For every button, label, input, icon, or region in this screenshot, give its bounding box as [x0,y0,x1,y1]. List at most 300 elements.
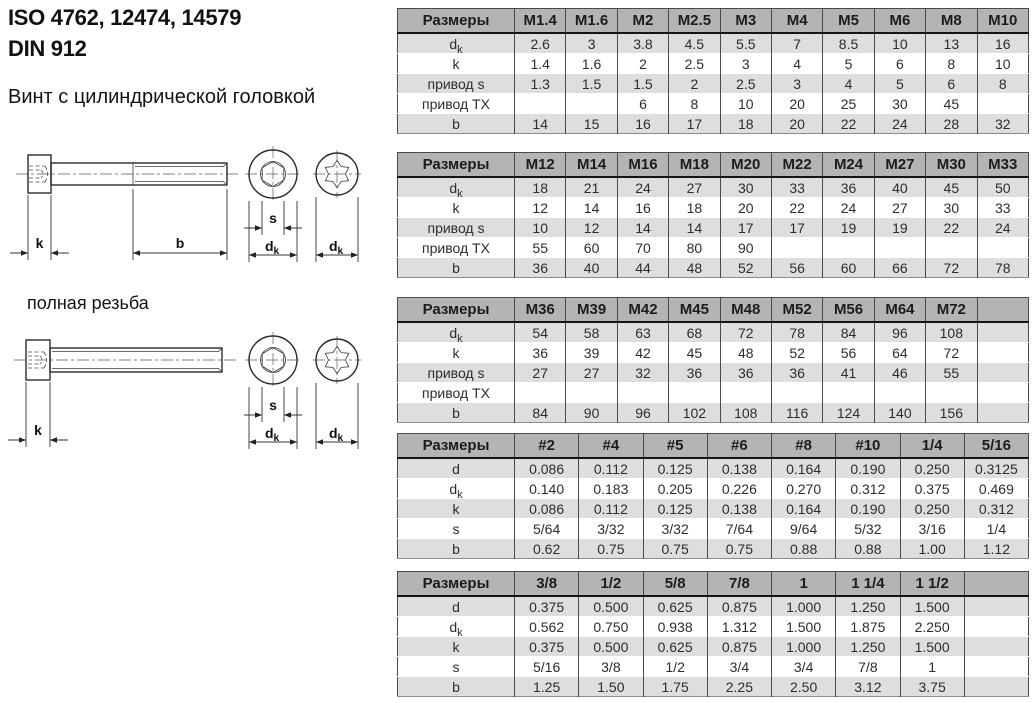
value-cell: 5 [874,74,925,94]
value-cell: 72 [720,322,771,343]
hex-socket-end-view [245,332,301,388]
value-cell: 7 [771,33,822,54]
value-cell: 68 [669,322,720,343]
row-label: s [398,657,515,677]
value-cell: 20 [720,198,771,218]
value-cell: 30 [874,94,925,114]
value-cell: 1.250 [836,596,900,617]
value-cell: 14 [566,198,617,218]
value-cell: 1.000 [772,637,836,657]
value-cell: 27 [566,363,617,383]
column-header: M45 [669,298,720,323]
value-cell: 4 [771,54,822,74]
value-cell: 56 [771,258,822,278]
value-cell [964,596,1028,617]
value-cell: 36 [515,343,566,363]
row-label: k [398,637,515,657]
value-cell: 1.875 [836,617,900,637]
value-cell: 90 [720,238,771,258]
value-cell: 30 [926,198,977,218]
row-label: d [398,596,515,617]
row-label-main: d [449,179,458,196]
value-cell: 1/4 [964,519,1028,539]
value-cell: 2.5 [720,74,771,94]
value-cell: 3/16 [900,519,964,539]
column-header: M27 [874,153,925,178]
row-label: привод s [398,218,515,238]
value-cell: 3/4 [772,657,836,677]
value-cell: 17 [720,218,771,238]
value-cell: 2.50 [772,677,836,697]
column-header: #6 [707,434,771,459]
dimension-s [244,201,302,235]
table-corner-label: Размеры [398,9,515,34]
value-cell: 20 [771,114,822,134]
value-cell: 1.75 [643,677,707,697]
value-cell: 140 [874,403,925,423]
value-cell: 3.8 [617,33,668,54]
column-header: M36 [515,298,566,323]
value-cell: 1.500 [900,596,964,617]
value-cell: 44 [617,258,668,278]
value-cell: 45 [926,94,977,114]
table-corner-label: Размеры [398,572,515,597]
dimension-b [133,189,227,260]
value-cell: 13 [926,33,977,54]
table-row [398,617,1029,637]
value-cell: 78 [771,322,822,343]
row-label-subscript: k [457,43,463,54]
value-cell: 3.75 [900,677,964,697]
value-cell: 36 [669,363,720,383]
value-cell: 2.5 [669,54,720,74]
dim-label-s: s [269,210,277,226]
value-cell: 90 [566,403,617,423]
value-cell [964,637,1028,657]
value-cell: 63 [617,322,668,343]
column-header: M5 [823,9,874,34]
value-cell: 27 [669,177,720,198]
spec-table-inch-fraction-sizes [397,571,1029,697]
value-cell: 72 [926,258,977,278]
dim-label-dk: $d_k$ [328,238,344,257]
value-cell: 0.164 [772,499,836,519]
value-cell: 40 [566,258,617,278]
value-cell: 56 [823,343,874,363]
table-row [398,383,1029,403]
value-cell: 1 [900,657,964,677]
value-cell [964,617,1028,637]
row-label-subscript: k [457,332,463,343]
value-cell: 0.75 [579,539,643,559]
value-cell: 1/2 [643,657,707,677]
value-cell: 64 [874,343,925,363]
row-label: s [398,519,515,539]
column-header: #4 [579,434,643,459]
value-cell [566,383,617,403]
screw-side-view-partial [16,155,238,193]
table-row [398,343,1029,363]
table-row [398,94,1029,114]
value-cell: 0.312 [964,499,1028,519]
value-cell: 0.205 [643,479,707,499]
value-cell: 54 [515,322,566,343]
column-header: M1.6 [566,9,617,34]
value-cell: 2 [617,54,668,74]
value-cell: 102 [669,403,720,423]
value-cell: 0.750 [579,617,643,637]
value-cell: 6 [926,74,977,94]
value-cell: 41 [823,363,874,383]
value-cell: 48 [669,258,720,278]
table-row [398,596,1029,617]
value-cell: 16 [977,33,1028,54]
dim-label-k: k [34,422,42,438]
value-cell: 3 [566,33,617,54]
table-row [398,403,1029,423]
value-cell: 18 [515,177,566,198]
value-cell: 72 [926,343,977,363]
value-cell: 0.112 [579,499,643,519]
value-cell: 32 [977,114,1028,134]
column-header: M1.4 [515,9,566,34]
column-header: 1/4 [900,434,964,459]
value-cell: 0.250 [900,458,964,479]
row-label: b [398,539,515,559]
value-cell [977,94,1028,114]
value-cell: 45 [669,343,720,363]
value-cell: 0.086 [515,499,579,519]
column-header: M33 [977,153,1028,178]
value-cell: 0.625 [643,637,707,657]
column-header: 1 1/2 [900,572,964,597]
value-cell: 16 [617,114,668,134]
value-cell: 84 [515,403,566,423]
value-cell: 2.250 [900,617,964,637]
standard-title-line-2: DIN 912 [8,36,87,61]
column-header: M64 [874,298,925,323]
value-cell: 36 [823,177,874,198]
value-cell: 16 [617,198,668,218]
value-cell [964,677,1028,697]
value-cell: 0.875 [707,596,771,617]
value-cell [771,383,822,403]
value-cell: 46 [874,363,925,383]
dim-label-dk: $d_k$ [328,425,344,444]
value-cell: 22 [823,114,874,134]
column-header: M12 [515,153,566,178]
header-row [398,298,1029,323]
row-label [398,617,515,637]
standard-title-line-1: ISO 4762, 12474, 14579 [8,5,242,30]
value-cell [977,343,1028,363]
value-cell: 15 [566,114,617,134]
value-cell: 6 [874,54,925,74]
table-row [398,74,1029,94]
value-cell: 17 [771,218,822,238]
table-corner-label: Размеры [398,298,515,323]
value-cell [823,383,874,403]
row-label [398,322,515,343]
table-corner-label: Размеры [398,153,515,178]
value-cell: 10 [977,54,1028,74]
row-label: k [398,198,515,218]
table-row [398,218,1029,238]
value-cell: 12 [566,218,617,238]
value-cell: 24 [617,177,668,198]
value-cell [617,383,668,403]
value-cell: 0.88 [772,539,836,559]
value-cell: 1.12 [964,539,1028,559]
value-cell: 0.500 [579,637,643,657]
column-header: M14 [566,153,617,178]
value-cell: 1.25 [515,677,579,697]
value-cell: 42 [617,343,668,363]
value-cell: 6 [617,94,668,114]
value-cell: 5/64 [515,519,579,539]
value-cell: 32 [617,363,668,383]
value-cell: 5/32 [836,519,900,539]
value-cell [977,322,1028,343]
column-header: M52 [771,298,822,323]
column-header: 1 [772,572,836,597]
value-cell: 8 [977,74,1028,94]
value-cell: 36 [515,258,566,278]
value-cell: 0.125 [643,499,707,519]
value-cell: 14 [515,114,566,134]
value-cell: 0.190 [836,458,900,479]
value-cell: 14 [617,218,668,238]
row-label: привод s [398,74,515,94]
table-row [398,33,1029,54]
row-label-main: d [449,35,458,52]
table-row [398,54,1029,74]
value-cell: 10 [874,33,925,54]
table-row [398,198,1029,218]
header-row [398,9,1029,34]
row-label [398,33,515,54]
value-cell: 4.5 [669,33,720,54]
value-cell: 0.183 [579,479,643,499]
column-header: #2 [515,434,579,459]
value-cell: 52 [771,343,822,363]
value-cell: 0.875 [707,637,771,657]
column-header: M6 [874,9,925,34]
page-subtitle: Винт с цилиндрической головкой [8,86,316,108]
value-cell: 0.312 [836,479,900,499]
value-cell: 20 [771,94,822,114]
column-header: M20 [720,153,771,178]
value-cell: 156 [926,403,977,423]
row-label: b [398,114,515,134]
spec-table-metric-m12-to-m33 [397,152,1029,278]
value-cell: 1.00 [900,539,964,559]
value-cell: 0.75 [643,539,707,559]
value-cell: 30 [720,177,771,198]
dimension-s [244,387,302,422]
value-cell: 48 [720,343,771,363]
column-header: M39 [566,298,617,323]
value-cell: 0.125 [643,458,707,479]
row-label: b [398,403,515,423]
table-row [398,479,1029,499]
value-cell: 5.5 [720,33,771,54]
column-header: M22 [771,153,822,178]
value-cell: 36 [771,363,822,383]
value-cell: 96 [617,403,668,423]
value-cell: 0.375 [515,596,579,617]
value-cell: 0.62 [515,539,579,559]
column-header: M2.5 [669,9,720,34]
value-cell: 60 [566,238,617,258]
spec-table-metric-m36-to-m72 [397,297,1029,423]
value-cell: 40 [874,177,925,198]
column-header: M56 [823,298,874,323]
drawing-partial-thread-screw [0,143,390,273]
table-row [398,458,1029,479]
value-cell: 14 [669,218,720,238]
value-cell: 80 [669,238,720,258]
header-row [398,572,1029,597]
value-cell: 10 [515,218,566,238]
value-cell: 0.164 [772,458,836,479]
value-cell: 8 [926,54,977,74]
row-label: привод TX [398,94,515,114]
value-cell: 22 [771,198,822,218]
full-thread-label: полная резьба [27,293,149,313]
dim-label-s: s [269,397,277,413]
hex-socket-end-view [245,146,301,202]
dim-label-b: b [175,235,185,251]
row-label: привод s [398,363,515,383]
column-header: M2 [617,9,668,34]
value-cell [874,383,925,403]
value-cell [771,238,822,258]
value-cell: 1.312 [707,617,771,637]
row-label-subscript: k [457,187,463,198]
value-cell: 124 [823,403,874,423]
value-cell: 0.938 [643,617,707,637]
value-cell: 108 [926,322,977,343]
value-cell: 0.226 [707,479,771,499]
value-cell: 5/16 [515,657,579,677]
column-header: M42 [617,298,668,323]
value-cell: 3/32 [643,519,707,539]
value-cell: 0.469 [964,479,1028,499]
value-cell: 2.6 [515,33,566,54]
column-header: M3 [720,9,771,34]
table-row [398,539,1029,559]
table-row [398,677,1029,697]
value-cell: 0.086 [515,458,579,479]
value-cell: 0.112 [579,458,643,479]
column-header [964,572,1028,597]
value-cell: 33 [771,177,822,198]
value-cell: 0.250 [900,499,964,519]
value-cell: 33 [977,198,1028,218]
value-cell: 19 [874,218,925,238]
table-row [398,177,1029,198]
row-label: привод TX [398,383,515,403]
value-cell: 116 [771,403,822,423]
value-cell: 0.625 [643,596,707,617]
value-cell: 2 [669,74,720,94]
table-row [398,637,1029,657]
table-row [398,519,1029,539]
column-header: 5/8 [643,572,707,597]
value-cell: 0.138 [707,499,771,519]
value-cell: 108 [720,403,771,423]
value-cell: 1.250 [836,637,900,657]
value-cell: 8 [669,94,720,114]
value-cell: 1.4 [515,54,566,74]
table-corner-label: Размеры [398,434,515,459]
dim-label-dk: $d_k$ [264,238,280,257]
value-cell [515,383,566,403]
value-cell [669,383,720,403]
table-row [398,322,1029,343]
table-row [398,363,1029,383]
value-cell: 22 [926,218,977,238]
dim-label-k: k [35,235,44,251]
value-cell: 0.138 [707,458,771,479]
table-row [398,258,1029,278]
column-header: #8 [772,434,836,459]
row-label: b [398,258,515,278]
value-cell: 18 [669,198,720,218]
row-label [398,177,515,198]
row-label-main: d [449,618,458,635]
spec-table-inch-number-sizes [397,433,1029,559]
header-row [398,153,1029,178]
column-header: M30 [926,153,977,178]
value-cell [515,94,566,114]
row-label: b [398,677,515,697]
value-cell: 2.25 [707,677,771,697]
value-cell: 3.12 [836,677,900,697]
row-label-subscript: k [457,488,463,499]
column-header [977,298,1028,323]
value-cell: 1.500 [900,637,964,657]
value-cell: 39 [566,343,617,363]
value-cell: 0.88 [836,539,900,559]
torx-end-view [313,336,361,384]
value-cell: 60 [823,258,874,278]
value-cell: 3/4 [707,657,771,677]
dimension-k [10,195,69,260]
value-cell: 0.375 [515,637,579,657]
value-cell: 3/32 [579,519,643,539]
value-cell: 28 [926,114,977,134]
value-cell: 1.000 [772,596,836,617]
value-cell: 66 [874,258,925,278]
row-label: k [398,54,515,74]
value-cell: 36 [720,363,771,383]
header-row [398,434,1029,459]
value-cell: 0.190 [836,499,900,519]
value-cell: 78 [977,258,1028,278]
value-cell: 50 [977,177,1028,198]
value-cell: 55 [926,363,977,383]
value-cell: 84 [823,322,874,343]
value-cell: 45 [926,177,977,198]
column-header: M48 [720,298,771,323]
value-cell: 24 [874,114,925,134]
value-cell [977,383,1028,403]
value-cell: 1.500 [772,617,836,637]
value-cell: 25 [823,94,874,114]
value-cell: 0.140 [515,479,579,499]
